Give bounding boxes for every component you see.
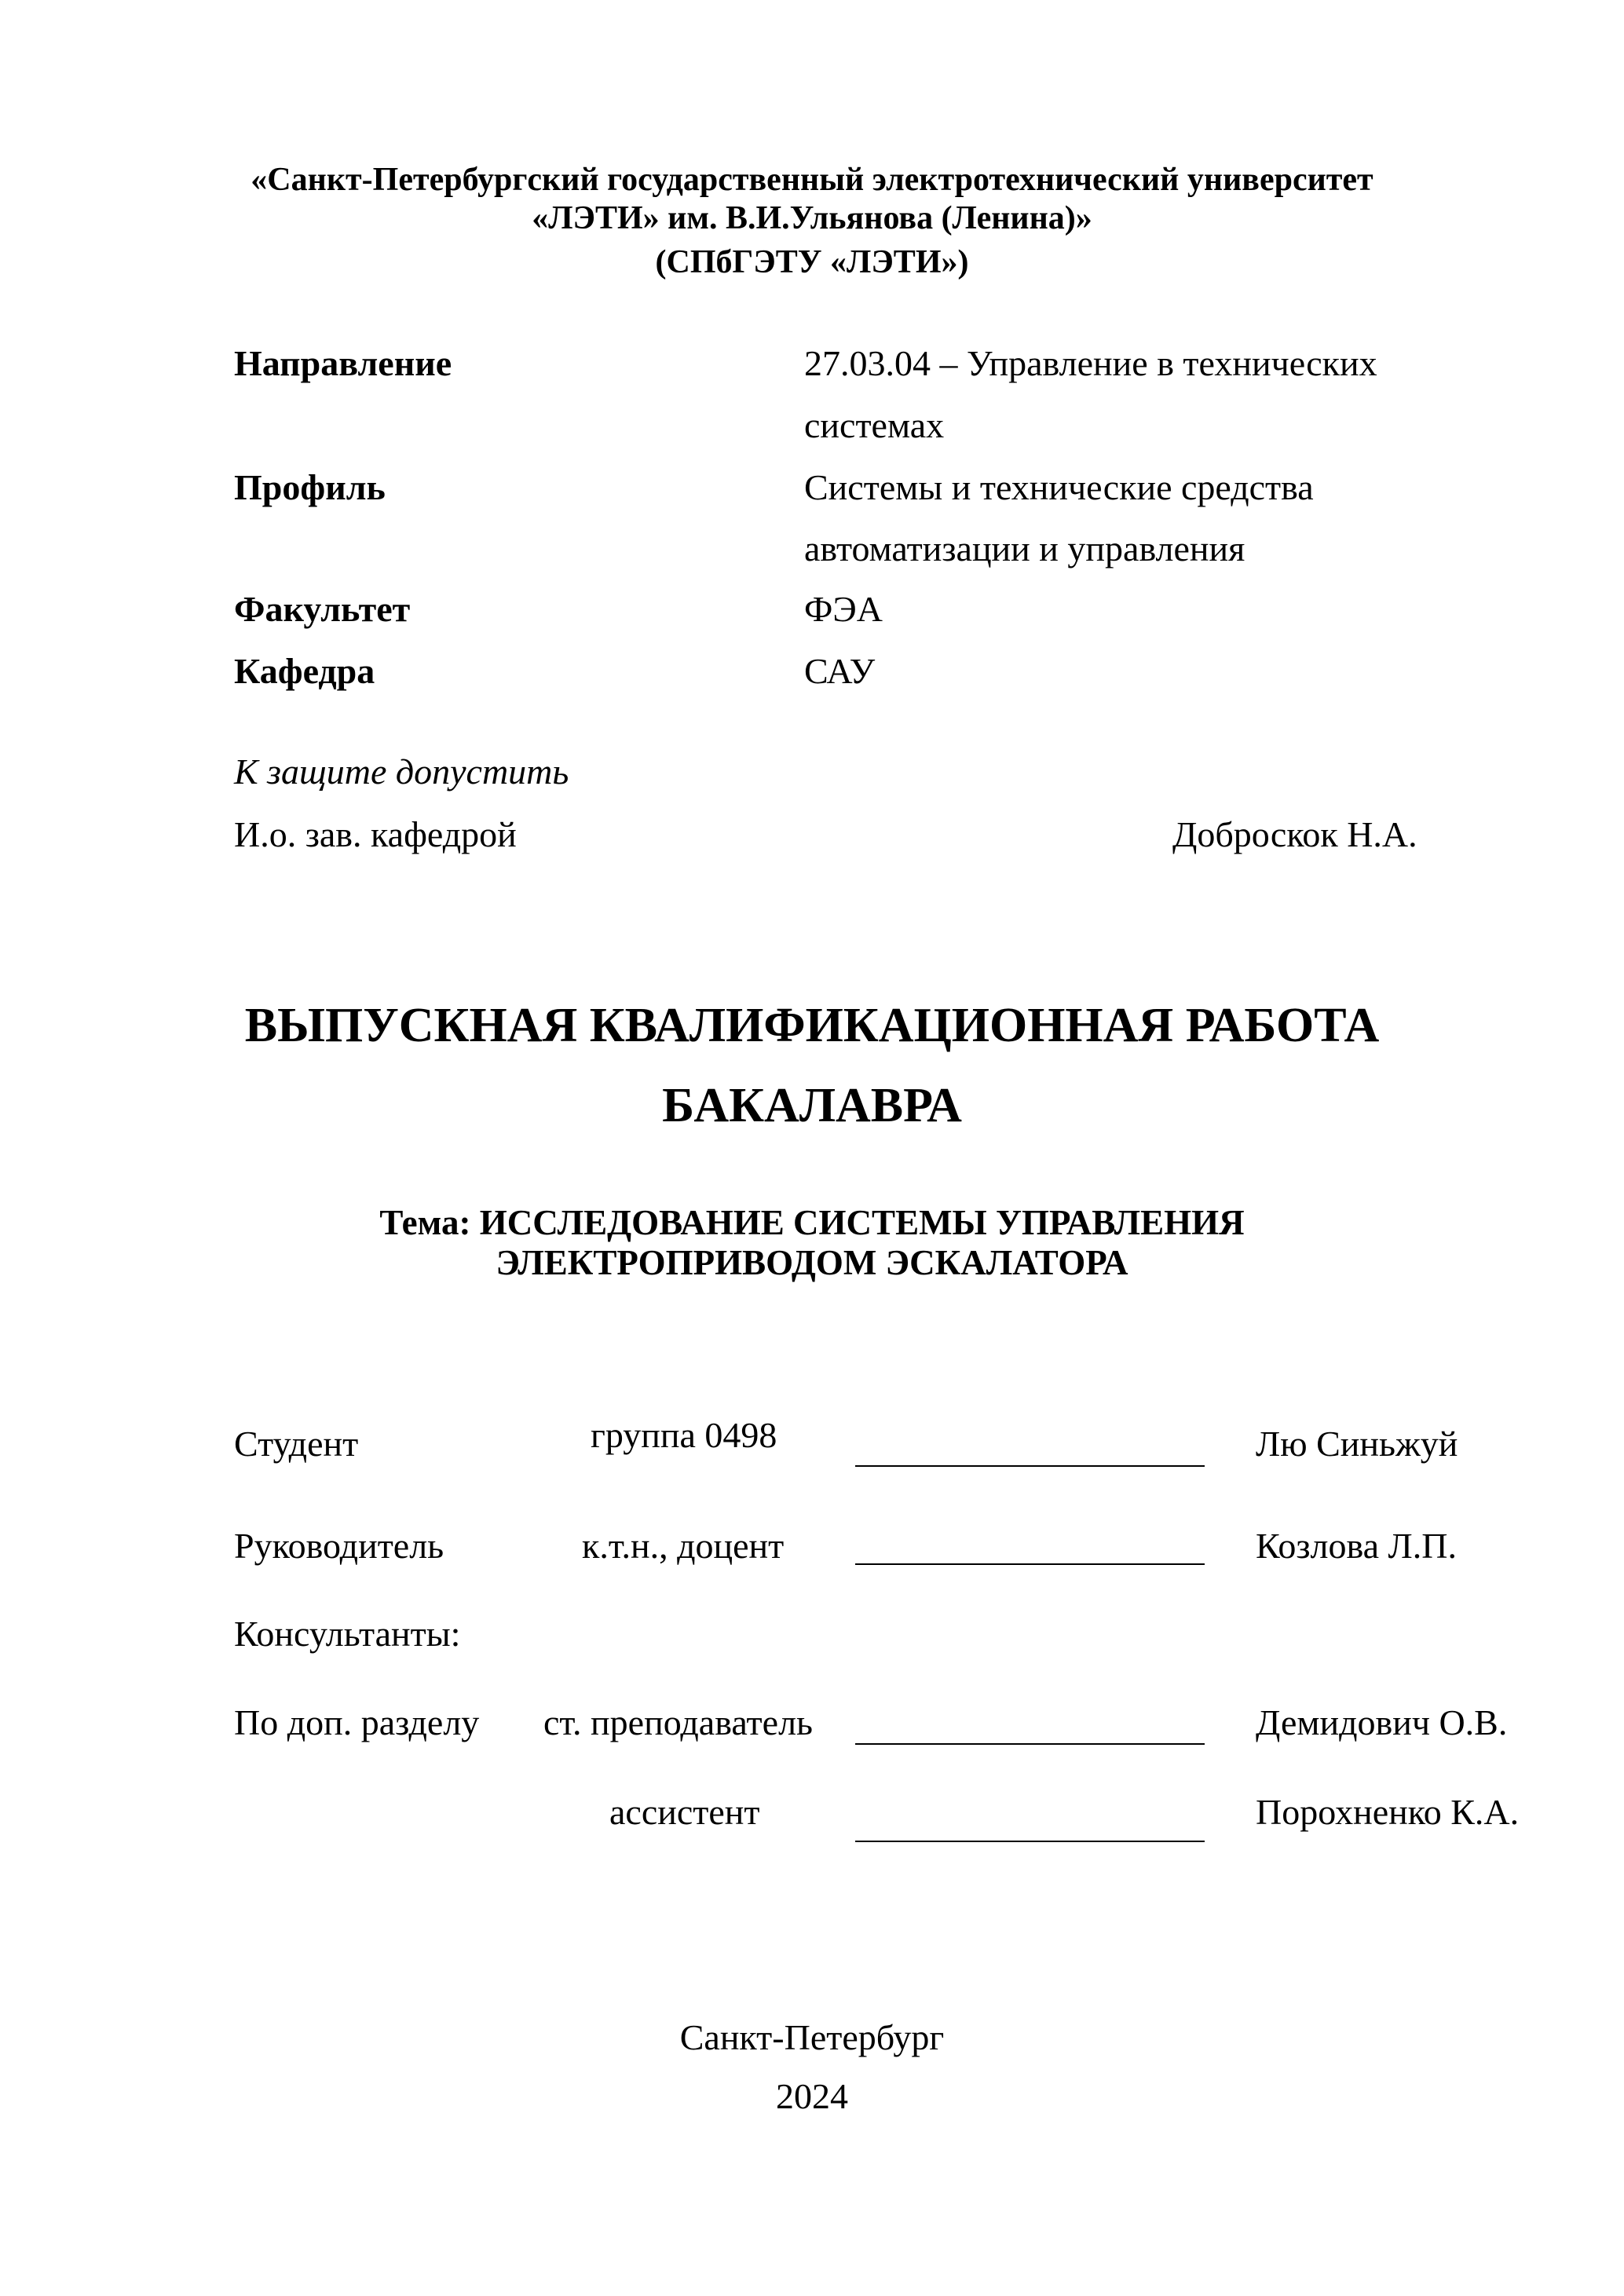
signature-role-supervisor: Руководитель [234, 1526, 444, 1566]
signature-position-consultant-1: ст. преподаватель [543, 1702, 814, 1742]
topic-line-2: ЭЛЕКТРОПРИВОДОМ ЭСКАЛАТОРА [496, 1243, 1128, 1282]
signature-position-consultant-2: ассистент [609, 1792, 760, 1832]
info-value-direction-cont: системах [804, 405, 945, 445]
signature-position-student: группа 0498 [591, 1415, 777, 1455]
header-line-3: (СПбГЭТУ «ЛЭТИ») [655, 244, 969, 280]
consultants-label: Консультанты: [234, 1614, 461, 1654]
info-label-profile: Профиль [234, 467, 386, 507]
approval-role: И.о. зав. кафедрой [234, 814, 517, 854]
signature-position-supervisor: к.т.н., доцент [582, 1526, 785, 1566]
info-value-faculty: ФЭА [804, 589, 883, 629]
signature-role-consultant: По доп. разделу [234, 1702, 480, 1742]
signature-name-consultant-2: Порохненко К.А. [1256, 1792, 1520, 1832]
info-value-department: САУ [804, 651, 876, 691]
info-label-faculty: Факультет [234, 589, 411, 629]
signature-name-consultant-1: Демидович О.В. [1256, 1702, 1508, 1742]
info-label-department: Кафедра [234, 651, 375, 691]
signature-name-student: Лю Синьжуй [1256, 1424, 1458, 1464]
signature-role-student: Студент [234, 1424, 359, 1464]
info-value-direction: 27.03.04 – Управление в технических [804, 343, 1377, 383]
signature-name-supervisor: Козлова Л.П. [1256, 1526, 1457, 1566]
header-line-1: «Санкт-Петербургский государственный электротехнический университет [251, 162, 1373, 198]
info-label-direction: Направление [234, 343, 452, 383]
approval-name: Доброскок Н.А. [1172, 814, 1417, 854]
header-line-2: «ЛЭТИ» им. В.И.Ульянова (Ленина)» [532, 200, 1092, 236]
footer-city: Санкт-Петербург [679, 2017, 945, 2057]
topic-line-1: Тема: ИССЛЕДОВАНИЕ СИСТЕМЫ УПРАВЛЕНИЯ [379, 1203, 1245, 1242]
title-line-1: ВЫПУСКНАЯ КВАЛИФИКАЦИОННАЯ РАБОТА [244, 999, 1380, 1052]
signature-line-student [855, 1465, 1205, 1467]
signature-line-consultant-2 [855, 1841, 1205, 1842]
info-value-profile-cont: автоматизации и управления [804, 528, 1245, 569]
approval-caption: К защите допустить [234, 751, 569, 792]
info-value-profile: Системы и технические средства [804, 467, 1314, 507]
title-line-2: БАКАЛАВРА [662, 1079, 962, 1132]
footer-year: 2024 [776, 2076, 848, 2116]
signature-line-supervisor [855, 1563, 1205, 1565]
signature-line-consultant-1 [855, 1743, 1205, 1745]
